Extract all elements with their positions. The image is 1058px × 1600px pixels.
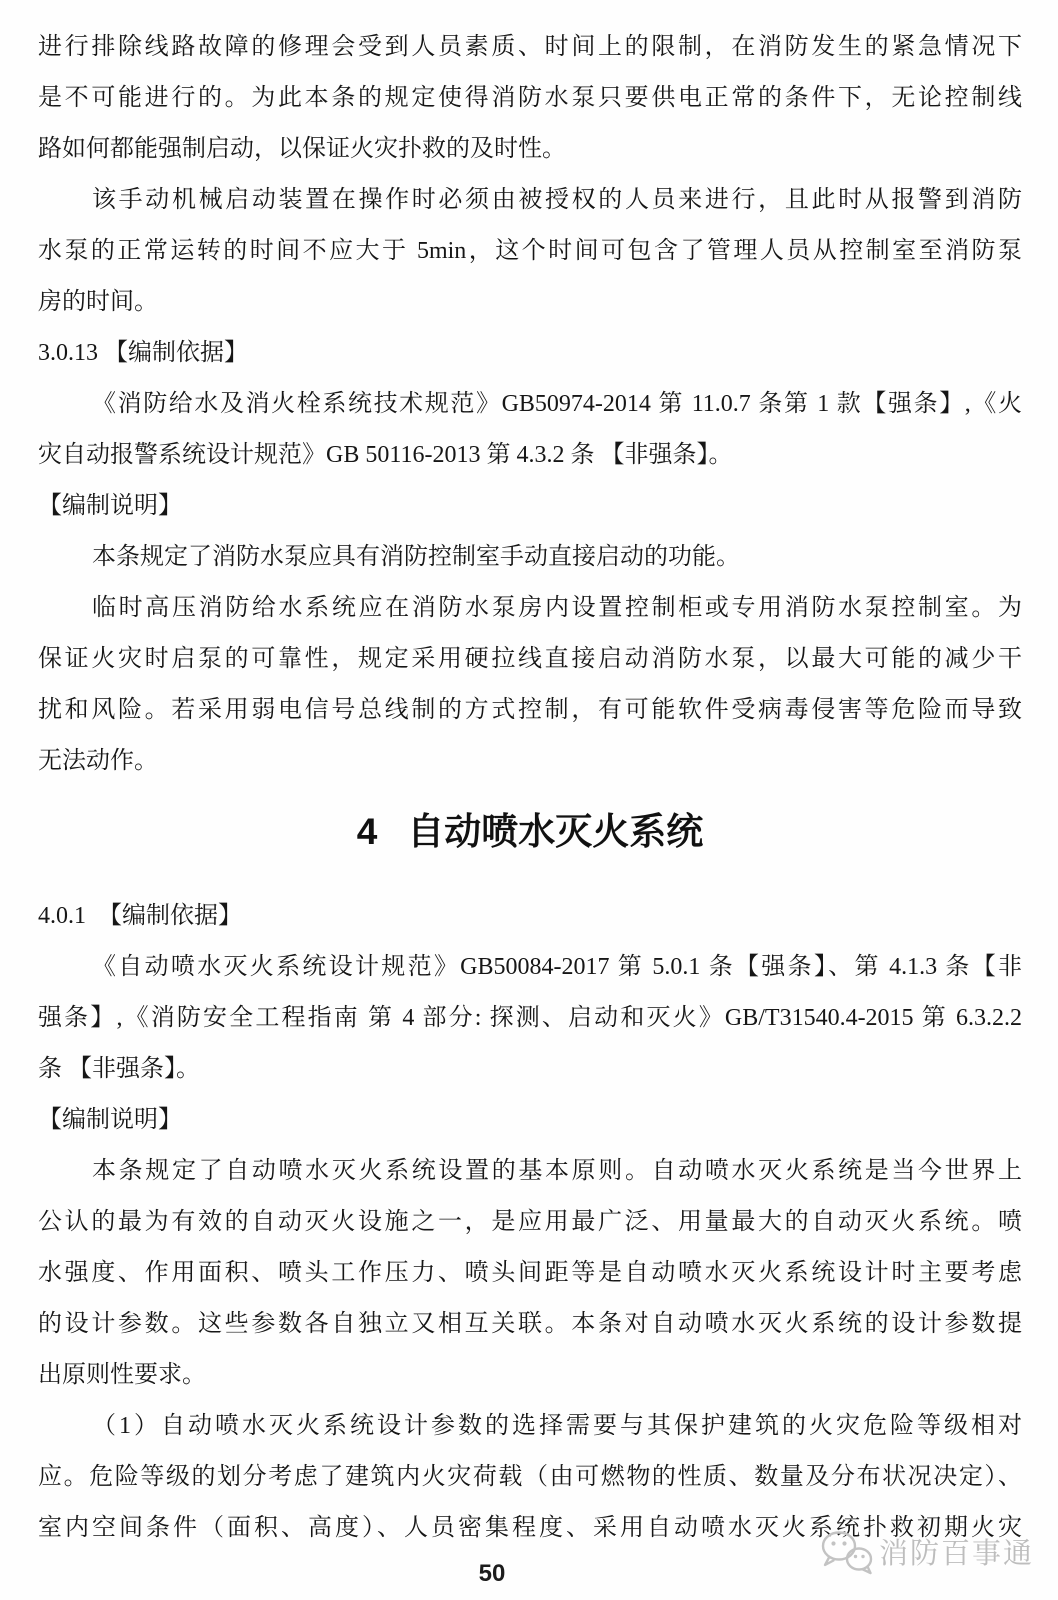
text-line: 该手动机械启动装置在操作时必须由被授权的人员来进行，且此时从报警到消防 <box>92 187 1022 213</box>
text-line: 无法动作。 <box>38 748 158 774</box>
text-line: 进行排除线路故障的修理会受到人员素质、时间上的限制，在消防发生的紧急情况下 <box>38 34 1022 60</box>
text-line: 【编制说明】 <box>38 493 182 519</box>
text-line: 临时高压消防给水系统应在消防水泵房内设置控制柜或专用消防水泵控制室。为 <box>92 595 1022 621</box>
text-line: 路如何都能强制启动，以保证火灾扑救的及时性。 <box>38 136 566 162</box>
text-line: 3.0.13 【编制依据】 <box>38 340 248 366</box>
text-line: 《消防给水及消火栓系统技术规范》GB50974-2014 第 11.0.7 条第 1 款【强条】,《火 <box>92 391 1022 417</box>
text-line: 的设计参数。这些参数各自独立又相互关联。本条对自动喷水灭火系统的设计参数提 <box>38 1311 1022 1337</box>
text-line: 扰和风险。若采用弱电信号总线制的方式控制，有可能软件受病毒侵害等危险而导致 <box>38 697 1022 723</box>
text-line: 【编制说明】 <box>38 1107 182 1133</box>
text-line: 保证火灾时启泵的可靠性，规定采用硬拉线直接启动消防水泵，以最大可能的减少干 <box>38 646 1022 672</box>
text-line: 本条规定了消防水泵应具有消防控制室手动直接启动的功能。 <box>92 544 740 570</box>
text-line: 应。危险等级的划分考虑了建筑内火灾荷载（由可燃物的性质、数量及分布状况决定）、 <box>38 1464 1022 1490</box>
text-line: 是不可能进行的。为此本条的规定使得消防水泵只要供电正常的条件下，无论控制线 <box>38 85 1022 111</box>
text-line: 水泵的正常运转的时间不应大于 5min，这个时间可包含了管理人员从控制室至消防泵 <box>38 238 1022 264</box>
text-line: 水强度、作用面积、喷头工作压力、喷头间距等是自动喷水灭火系统设计时主要考虑 <box>38 1260 1022 1286</box>
chapter-heading <box>38 799 1022 865</box>
text-line: 出原则性要求。 <box>38 1362 206 1388</box>
document-content <box>38 22 1022 1554</box>
text-line: 强条】,《消防安全工程指南 第 4 部分: 探测、启动和灭火》GB/T31540.4-2015 第 6.3.2.2 <box>38 1005 1022 1031</box>
text-line: 本条规定了自动喷水灭火系统设置的基本原则。自动喷水灭火系统是当今世界上 <box>92 1158 1022 1184</box>
chapter-number: 4 <box>356 811 378 852</box>
text-line: 《自动喷水灭火系统设计规范》GB50084-2017 第 5.0.1 条【强条】、第 4.1.3 条【非 <box>92 954 1022 980</box>
text-line: 公认的最为有效的自动灭火设施之一，是应用最广泛、用量最大的自动灭火系统。喷 <box>38 1209 1022 1235</box>
page-number: 50 <box>478 1560 506 1587</box>
text-line: 室内空间条件（面积、高度）、人员密集程度、采用自动喷水灭火系统扑救初期火灾 <box>38 1515 1022 1541</box>
text-line: 灾自动报警系统设计规范》GB 50116-2013 第 4.3.2 条 【非强条】。 <box>38 442 733 468</box>
chapter-title: 自动喷水灭火系统 <box>407 811 704 852</box>
text-line: 4.0.1 【编制依据】 <box>38 903 242 929</box>
text-line: 房的时间。 <box>38 289 158 315</box>
watermark-label: 消防百事通 <box>878 1537 1034 1570</box>
text-line: 条 【非强条】。 <box>38 1056 200 1082</box>
text-line: （1）自动喷水灭火系统设计参数的选择需要与其保护建筑的火灾危险等级相对 <box>92 1413 1022 1439</box>
